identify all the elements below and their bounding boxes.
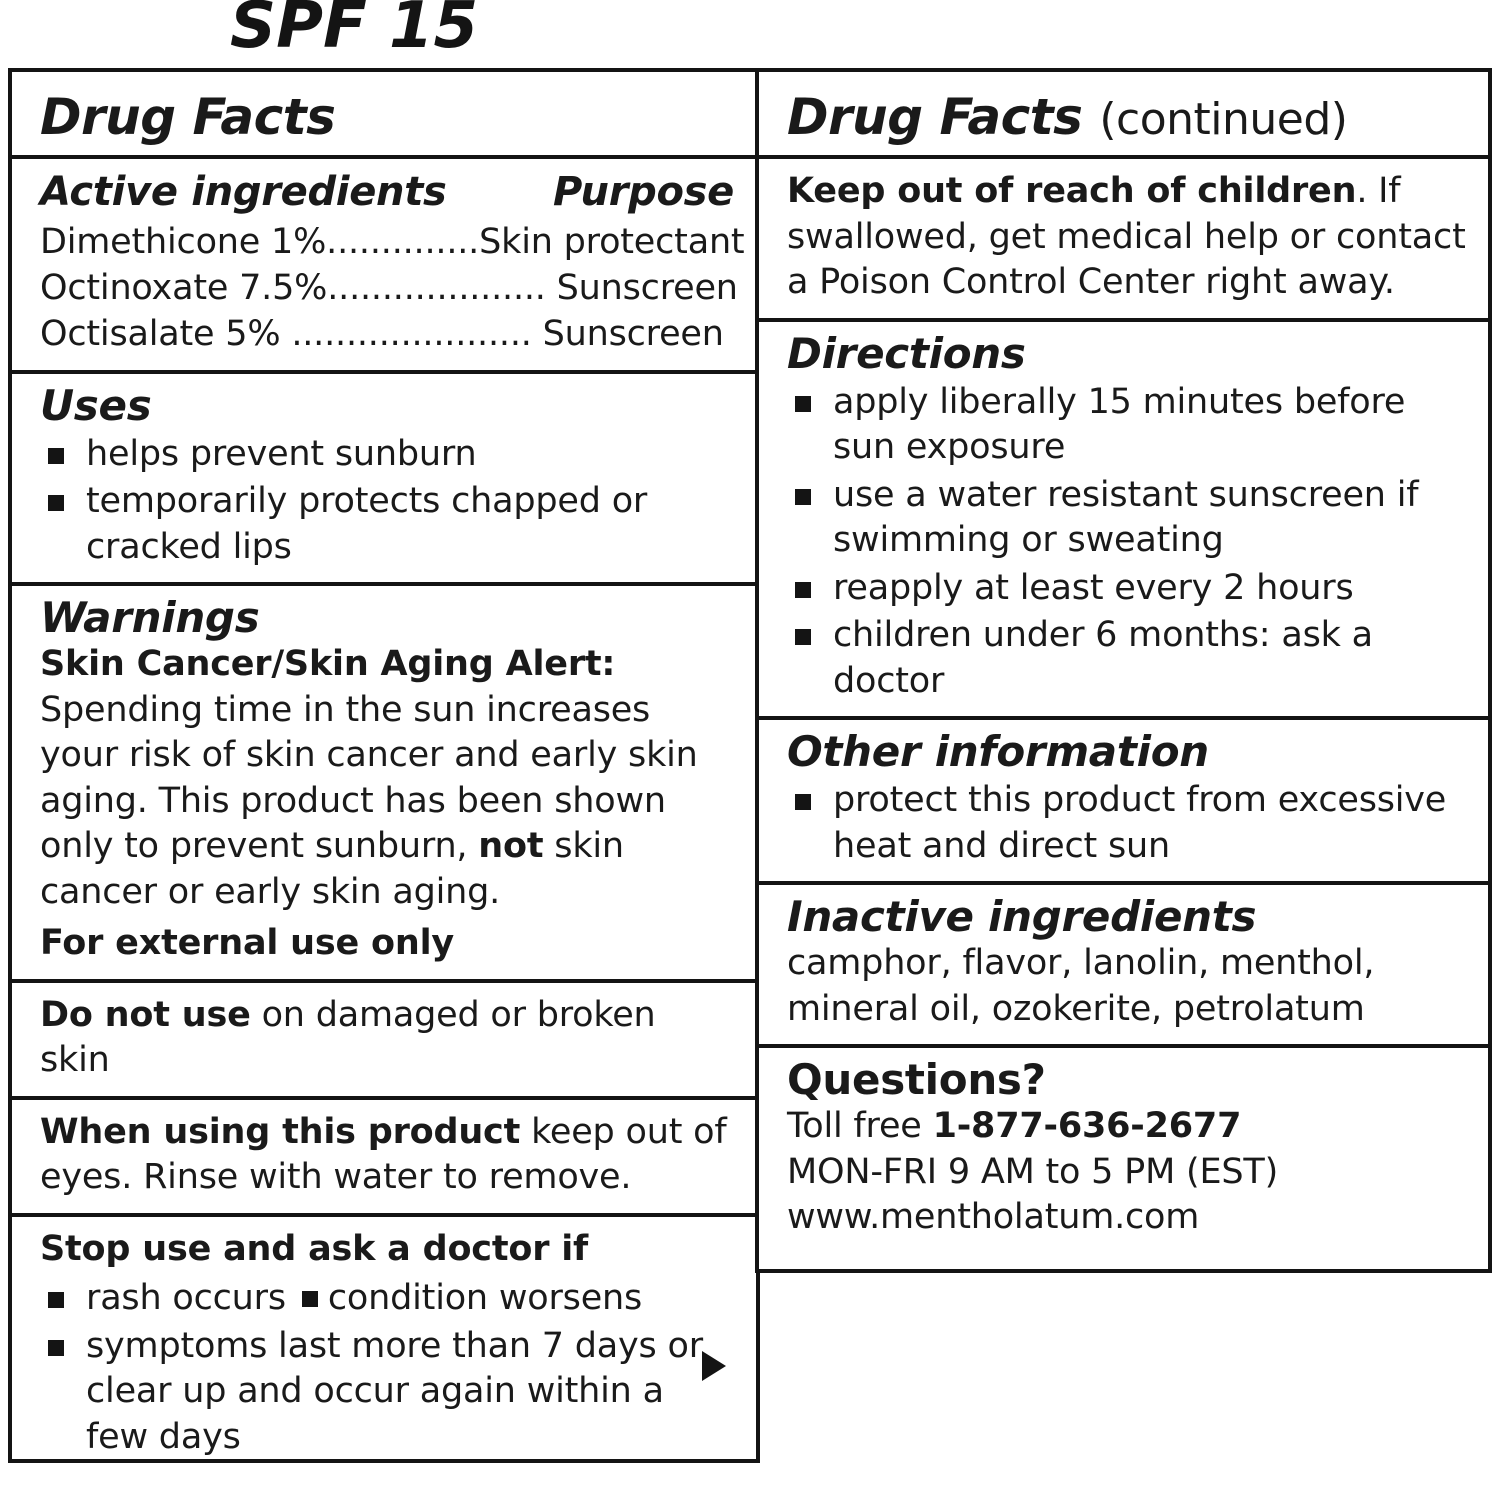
- list-item: apply liberally 15 minutes before sun exposure: [787, 380, 1466, 471]
- divider: [12, 370, 756, 374]
- divider: [759, 318, 1488, 322]
- toll-free-label: Toll free: [787, 1106, 933, 1147]
- stop-use-label: [40, 1227, 734, 1273]
- keep-out-text: . If swallowed, get medical help or contact a Poison Control Center right away.: [787, 171, 1466, 302]
- keep-out-label: Keep out of reach of children: [787, 171, 1357, 211]
- phone-number: 1-877-636-2677: [932, 1106, 1242, 1147]
- list-item: reapply at least every 2 hours: [787, 566, 1466, 612]
- alert-text-2: skin cancer or early skin aging.: [40, 826, 624, 912]
- list-item: symptoms last more than 7 days or clear up and occur again within a few days: [40, 1324, 734, 1461]
- divider: [759, 881, 1488, 885]
- do-not-use: [40, 993, 734, 1084]
- list-item: children under 6 months: ask a doctor: [787, 613, 1466, 704]
- uses-list: [40, 432, 734, 571]
- stop-use-item-1: rash occurs: [86, 1278, 286, 1319]
- warnings-heading: Warnings: [40, 593, 260, 643]
- directions-heading: Directions: [787, 328, 1026, 378]
- alert-text-1: Spending time in the sun increases your risk of skin cancer and early skin aging. This product has been shown only to prevent sunburn,: [40, 689, 698, 867]
- when-using-label: When using this product: [40, 1111, 521, 1152]
- divider: [12, 1096, 756, 1100]
- divider: [12, 582, 756, 586]
- alert-bold-not: not: [478, 826, 544, 867]
- stop-use-heading: Stop use and ask a doctor if: [40, 1228, 589, 1269]
- external-use-label: For external use only: [40, 923, 454, 964]
- external-use-only: [40, 921, 734, 967]
- when-using-product: [40, 1110, 734, 1201]
- list-item: temporarily protects chapped or cracked lips: [40, 479, 734, 570]
- questions-heading: Questions?: [787, 1055, 1046, 1105]
- other-information-list: [787, 778, 1466, 869]
- toll-free-line: [787, 1104, 1466, 1150]
- do-not-use-text: on damaged or broken skin: [40, 994, 656, 1081]
- hours-line: MON-FRI 9 AM to 5 PM (EST): [787, 1151, 1279, 1192]
- stop-use-list: [40, 1276, 734, 1460]
- active-ingredients-header: [40, 169, 734, 215]
- other-information-heading: Other information: [787, 727, 1209, 777]
- divider: [12, 979, 756, 983]
- divider: [12, 155, 756, 159]
- alert-label: Skin Cancer/Skin Aging Alert:: [40, 644, 616, 685]
- drug-facts-panel-left: [8, 68, 760, 1463]
- continue-arrow-icon: [702, 1351, 726, 1381]
- uses-heading: Uses: [40, 380, 152, 430]
- divider: [12, 1213, 756, 1217]
- list-item: use a water resistant sunscreen if swimming or sweating: [787, 473, 1466, 564]
- title-text: Drug Facts: [787, 88, 1083, 146]
- ingredient-line: Dimethicone 1%..............Skin protectant: [40, 222, 745, 262]
- divider: [759, 1044, 1488, 1048]
- ingredient-line: Octisalate 5% ...................... Sunscreen: [40, 314, 724, 355]
- list-item: protect this product from excessive heat and direct sun: [787, 778, 1466, 869]
- website-line: www.mentholatum.com: [787, 1197, 1200, 1238]
- do-not-use-label: Do not use: [40, 994, 251, 1035]
- divider: [759, 716, 1488, 720]
- directions-list: [787, 380, 1466, 705]
- page-title-left: Drug Facts: [40, 88, 336, 146]
- stop-use-item-2: condition worsens: [327, 1278, 643, 1319]
- inactive-ingredients-text: camphor, flavor, lanolin, menthol, mineral oil, ozokerite, petrolatum: [787, 943, 1375, 1029]
- when-using-text: keep out of eyes. Rinse with water to remove.: [40, 1111, 727, 1198]
- keep-out-of-reach: [787, 169, 1466, 306]
- title-continued: (continued): [1099, 94, 1348, 145]
- list-item: helps prevent sunburn: [40, 432, 734, 478]
- purpose-heading: Purpose: [552, 169, 734, 215]
- clipped-heading-remnant: SPF 15: [230, 0, 479, 63]
- drug-facts-panel-right: [755, 68, 1492, 1273]
- list-item: [40, 1276, 734, 1322]
- square-bullet-icon: [302, 1291, 318, 1307]
- skin-cancer-alert: [40, 642, 734, 915]
- page-title-right: [787, 88, 1466, 146]
- active-ingredients-heading: Active ingredients: [40, 169, 447, 215]
- ingredient-line: Octinoxate 7.5%.................... Sunscreen: [40, 268, 738, 309]
- inactive-ingredients-heading: Inactive ingredients: [787, 892, 1257, 942]
- divider: [759, 155, 1488, 159]
